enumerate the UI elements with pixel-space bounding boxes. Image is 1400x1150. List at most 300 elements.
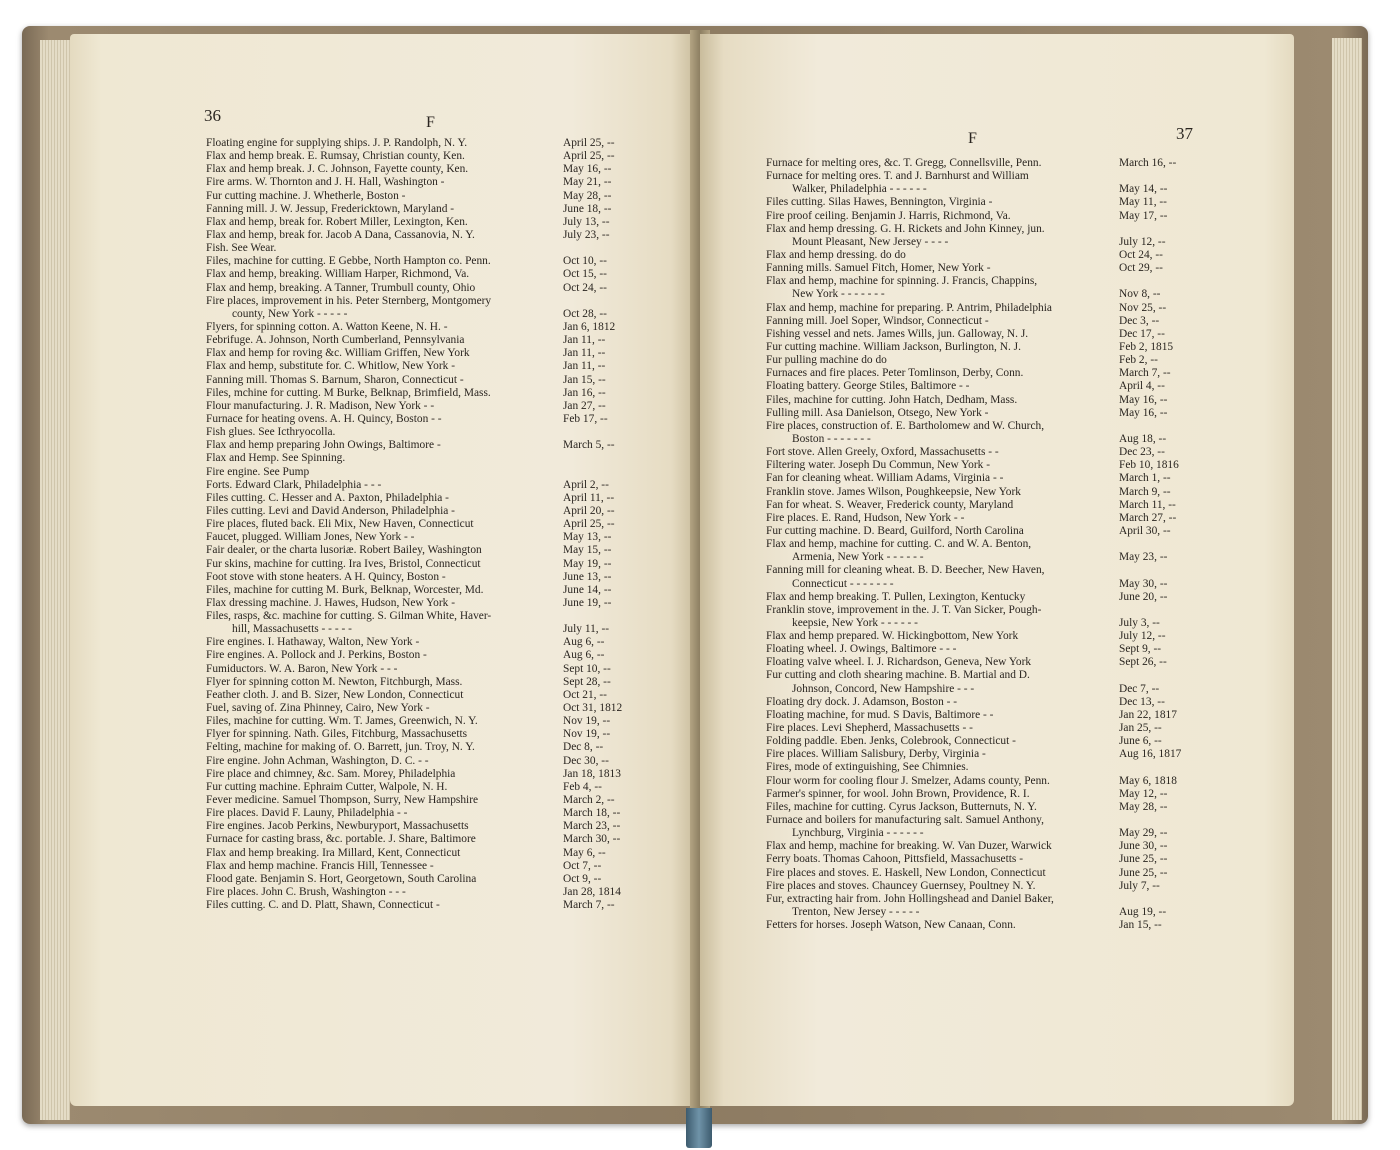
entry-text: Fire engine. John Achman, Washington, D. C. - - [206,754,429,767]
index-entry [766,341,1266,354]
entry-text: Flax and hemp preparing John Owings, Baltimore - [206,439,441,452]
entry-text: Flax and hemp, breaking. A Tanner, Trumbull county, Ohio [206,281,476,294]
entry-text: Fire places, improvement in his. Peter Sternberg, Montgomery [206,294,492,307]
index-entry [766,170,1266,183]
index-entry [206,649,686,662]
entry-text: Fur cutting machine. Ephraim Cutter, Walpole, N. H. [206,780,448,793]
entry-text: Flax and hemp break. E. Rumsay, Christian county, Ken. [206,150,465,163]
index-entry [766,919,1266,932]
entry-date: March 23, -- [563,820,621,833]
entry-date: Jan 15, -- [1119,919,1162,932]
entry-date: March 2, -- [563,794,615,807]
index-entry [206,873,686,886]
index-entry [766,591,1266,604]
index-entry [766,827,1266,840]
entry-text: Connecticut - - - - - - - [792,577,894,590]
index-entry [206,466,686,479]
entry-text: Files, mchine for cutting. M Burke, Belknap, Brimfield, Mass. [206,386,491,399]
page-edges-left [40,40,70,1120]
entry-date: Feb 2, 1815 [1119,340,1174,353]
entry-date: Jan 16, -- [563,386,606,399]
index-entry [766,551,1266,564]
entry-text: Fur, extracting hair from. John Hollingshead and Daniel Baker, [766,892,1054,905]
bookmark-ribbon [686,1108,712,1148]
index-entry [206,163,686,176]
index-entry [206,439,686,452]
entry-date: May 16, -- [1119,393,1168,406]
index-entry [766,183,1266,196]
entry-text: Flour manufacturing. J. R. Madison, New York - - [206,399,435,412]
entry-date: May 28, -- [563,189,612,202]
entry-text: Flax and hemp, machine for cutting. C. and W. A. Benton, [766,538,1032,551]
index-entry [766,630,1266,643]
entry-text: Fire places and stoves. E. Haskell, New London, Connecticut [766,866,1046,879]
index-entry [206,610,686,623]
entry-text: Flyer for spinning cotton M. Newton, Fitchburgh, Mass. [206,675,463,688]
entry-date: May 30, -- [1119,577,1168,590]
entry-text: Fire places. Levi Shepherd, Massachusetts - - [766,722,973,735]
entry-text: Flax and hemp, machine for preparing. P. Antrim, Philadelphia [766,301,1052,314]
entry-text: Boston - - - - - - - [792,432,871,445]
index-entry [206,518,686,531]
index-entry [766,748,1266,761]
right-page [700,34,1294,1106]
entry-date: March 11, -- [1119,498,1176,511]
entry-date: Aug 16, 1817 [1119,748,1182,761]
entry-text: Flax and hemp breaking. T. Pullen, Lexington, Kentucky [766,590,1026,603]
entry-date: Dec 30, -- [563,754,609,767]
index-entry [206,492,686,505]
entry-text: Fur pulling machine do do [766,354,887,367]
index-entry [766,643,1266,656]
entry-text: Febrifuge. A. Johnson, North Cumberland, Pennsylvania [206,334,465,347]
entry-list-left [206,137,686,912]
entry-text: Johnson, Concord, New Hampshire - - - [792,682,975,695]
entry-date: Jan 22, 1817 [1119,708,1177,721]
entry-text: Flax and hemp prepared. W. Hickingbottom, New York [766,630,1019,643]
entry-date: Sept 9, -- [1119,643,1162,656]
index-entry [206,505,686,518]
entry-text: Fuel, saving of. Zina Phinney, Cairo, New York - [206,702,430,715]
entry-date: July 11, -- [563,623,610,636]
entry-text: Furnaces and fire places. Peter Tomlinson, Derby, Conn. [766,367,1024,380]
index-entry [766,906,1266,919]
entry-text: Files cutting. Levi and David Anderson, Philadelphia - [206,504,455,517]
entry-text: Feather cloth. J. and B. Sizer, New London, Connecticut [206,688,464,701]
entry-date: Jan 11, -- [563,360,606,373]
entry-date: May 12, -- [1119,787,1168,800]
index-entry [766,617,1266,630]
index-entry [766,578,1266,591]
entry-date: Jan 28, 1814 [563,886,621,899]
entry-date: April 20, -- [563,504,615,517]
entry-text: hill, Massachusetts - - - - - [232,623,352,636]
entry-text: Fanning mill. J. W. Jessup, Fredericktown, Maryland - [206,202,455,215]
index-entry [766,433,1266,446]
entry-date: May 16, -- [1119,406,1168,419]
entry-text: Flax and hemp, machine for breaking. W. Van Duzer, Warwick [766,840,1052,853]
index-entry [206,150,686,163]
index-entry [206,636,686,649]
entry-text: Floating engine for supplying ships. J. P. Randolph, N. Y. [206,137,468,149]
index-entry [206,899,686,912]
entry-text: Files, machine for cutting M. Burk, Belknap, Worcester, Md. [206,583,484,596]
index-entry [766,604,1266,617]
entry-text: Fires, mode of extinguishing, See Chimnies. [766,761,969,774]
entry-date: Oct 24, -- [563,281,607,294]
index-entry [206,334,686,347]
entry-date: Oct 24, -- [1119,248,1163,261]
entry-text: Fire places. David F. Launy, Philadelphia - - [206,807,408,820]
entry-text: Trenton, New Jersey - - - - - [792,906,920,919]
entry-text: Walker, Philadelphia - - - - - - [792,183,927,196]
index-entry [766,459,1266,472]
index-entry [206,531,686,544]
index-entry [206,413,686,426]
index-entry [766,354,1266,367]
index-entry [206,387,686,400]
index-entry [206,558,686,571]
index-entry [766,775,1266,788]
entry-text: Fan for wheat. S. Weaver, Frederick county, Maryland [766,498,1014,511]
entry-text: Floating battery. George Stiles, Baltimore - - [766,380,970,393]
entry-date: March 7, -- [563,899,615,912]
page-number-left: 36 [204,106,221,125]
index-entry [766,893,1266,906]
index-entry [766,196,1266,209]
entry-date: June 25, -- [1119,853,1168,866]
index-entry [206,584,686,597]
entry-date: June 20, -- [1119,590,1168,603]
entry-date: Feb 2, -- [1119,354,1158,367]
index-entry [206,755,686,768]
index-entry [766,380,1266,393]
entry-date: Jan 25, -- [1119,722,1162,735]
entry-date: Jan 15, -- [563,373,606,386]
index-entry [206,374,686,387]
entry-text: Fire arms. W. Thornton and J. H. Hall, Washington - [206,176,445,189]
entry-date: Dec 13, -- [1119,695,1165,708]
index-entry [766,367,1266,380]
entry-date: April 11, -- [563,491,615,504]
index-entry [206,807,686,820]
entry-date: June 25, -- [1119,866,1168,879]
index-entry [766,288,1266,301]
entry-text: Fur cutting machine. William Jackson, Burlington, N. J. [766,340,1021,353]
index-entry [766,446,1266,459]
entry-text: Floating dry dock. J. Adamson, Boston - - [766,695,958,708]
index-entry [206,360,686,373]
entry-text: Flax and hemp, break for. Robert Miller, Lexington, Ken. [206,215,468,228]
page-number-right: 37 [1176,124,1193,143]
index-entry [766,683,1266,696]
index-entry [206,544,686,557]
index-entry [766,761,1266,774]
entry-date: Feb 4, -- [563,780,602,793]
entry-text: county, New York - - - - - [232,307,348,320]
entry-date: Oct 21, -- [563,688,607,701]
entry-text: Flour worm for cooling flour J. Smelzer, Adams county, Penn. [766,774,1050,787]
entry-text: Files, machine for cutting. Wm. T. James, Greenwich, N. Y. [206,715,478,728]
entry-text: Fanning mills. Samuel Fitch, Homer, New York - [766,262,991,275]
index-entry [766,407,1266,420]
entry-text: Folding paddle. Eben. Jenks, Colebrook, Connecticut - [766,735,1016,748]
entry-date: May 17, -- [1119,209,1168,222]
index-entry [206,768,686,781]
entry-text: Fish glues. See Icthryocolla. [206,426,336,439]
entry-text: Floating wheel. J. Owings, Baltimore - - - [766,643,957,656]
index-entry [206,597,686,610]
entry-text: keepsie, New York - - - - - - [792,616,918,629]
index-entry [766,486,1266,499]
entry-date: March 1, -- [1119,472,1171,485]
index-entry [766,223,1266,236]
entry-text: Fire places and stoves. Chauncey Guernsey, Poultney N. Y. [766,879,1036,892]
entry-date: July 3, -- [1119,616,1160,629]
entry-date: May 14, -- [1119,183,1168,196]
index-entry [206,190,686,203]
entry-date: June 13, -- [563,570,612,583]
entry-text: Floating machine, for mud. S Davis, Baltimore - - [766,708,994,721]
index-entry [206,702,686,715]
entry-text: Filtering water. Joseph Du Commun, New York - [766,459,991,472]
entry-text: Franklin stove, improvement in the. J. T. Van Sicker, Pough- [766,603,1042,616]
entry-text: Foot stove with stone heaters. A H. Quincy, Boston - [206,570,446,583]
index-entry [206,886,686,899]
index-entry [766,709,1266,722]
index-entry [206,268,686,281]
entry-text: Flax and hemp dressing. G. H. Rickets and John Kinney, jun. [766,222,1045,235]
index-entry [206,715,686,728]
index-entry [206,426,686,439]
entry-text: Flax and hemp dressing. do do [766,248,906,261]
entry-date: Oct 10, -- [563,255,607,268]
entry-date: May 29, -- [1119,827,1168,840]
entry-text: Flax and hemp machine. Francis Hill, Tennessee - [206,859,434,872]
entry-text: Files cutting. C. and D. Platt, Shawn, Connecticut - [206,899,440,912]
index-entry [766,275,1266,288]
entry-date: Aug 6, -- [563,649,605,662]
index-entry [206,176,686,189]
entry-text: Files cutting. C. Hesser and A. Paxton, Philadelphia - [206,491,449,504]
index-entry [766,472,1266,485]
entry-date: Nov 19, -- [563,728,611,741]
entry-date: June 6, -- [1119,735,1162,748]
index-entry [206,347,686,360]
index-entry [766,302,1266,315]
entry-text: Fire places. John C. Brush, Washington - - - [206,886,406,899]
index-entry [206,794,686,807]
entry-text: Lynchburg, Virginia - - - - - - [792,827,924,840]
index-entry [766,867,1266,880]
entry-date: May 28, -- [1119,800,1168,813]
entry-date: Sept 10, -- [563,662,611,675]
index-entry [206,663,686,676]
entry-date: Sept 28, -- [563,675,611,688]
entry-date: March 30, -- [563,833,621,846]
entry-text: Fort stove. Allen Greely, Oxford, Massachusetts - - [766,446,999,459]
entry-text: Flax and hemp, substitute for. C. Whitlow, New York - [206,360,456,373]
index-entry [766,499,1266,512]
index-entry [766,512,1266,525]
entry-text: Furnace for melting ores. T. and J. Barnhurst and William [766,170,1029,183]
entry-date: Oct 7, -- [563,859,602,872]
index-entry [766,315,1266,328]
entry-text: Fire engines. I. Hathaway, Walton, New York - [206,636,420,649]
entry-date: Jan 6, 1812 [563,320,616,333]
entry-text: Fish. See Wear. [206,242,277,255]
index-entry [206,308,686,321]
entry-text: Fur skins, machine for cutting. Ira Ives, Bristol, Connecticut [206,557,481,570]
entry-date: June 19, -- [563,596,612,609]
entry-date: Jan 11, -- [563,347,606,360]
index-entry [206,216,686,229]
entry-text: Furnace for melting ores, &c. T. Gregg, Connellsville, Penn. [766,157,1042,169]
entry-text: Fair dealer, or the charta lusoriæ. Robert Bailey, Washington [206,544,482,557]
index-entry [206,728,686,741]
entry-text: Mount Pleasant, New Jersey - - - - [792,235,949,248]
entry-text: Fire engine. See Pump [206,465,310,478]
entry-date: March 9, -- [1119,485,1171,498]
entry-text: Farmer's spinner, for wool. John Brown, Providence, R. I. [766,787,1030,800]
entry-text: Flax and hemp breaking. Ira Millard, Kent, Connecticut [206,846,461,859]
entry-date: Jan 18, 1813 [563,767,621,780]
entry-text: Furnace for heating ovens. A. H. Quincy, Boston - - [206,412,442,425]
entry-text: Fire place and chimney, &c. Sam. Morey, Philadelphia [206,767,456,780]
entry-text: Flax and Hemp. See Spinning. [206,452,346,465]
index-entry [206,282,686,295]
index-entry [766,262,1266,275]
entry-text: Flyers, for spinning cotton. A. Watton Keene, N. H. - [206,320,448,333]
index-entry [206,203,686,216]
entry-date: April 25, -- [563,150,615,163]
entry-date: Oct 9, -- [563,872,602,885]
entry-date: Feb 10, 1816 [1119,459,1179,472]
entry-text: Fever medicine. Samuel Thompson, Surry, New Hampshire [206,794,479,807]
index-entry [206,321,686,334]
index-entry [206,676,686,689]
entry-date: Feb 17, -- [563,412,608,425]
entry-date: Oct 15, -- [563,268,607,281]
index-entry [766,236,1266,249]
section-letter-left: F [426,114,435,131]
entry-text: Files, machine for cutting. Cyrus Jackson, Butternuts, N. Y. [766,800,1037,813]
index-entry [766,394,1266,407]
entry-text: Furnace for casting brass, &c. portable. J. Share, Baltimore [206,833,476,846]
index-entry [766,840,1266,853]
entry-text: Fanning mill. Joel Soper, Windsor, Connecticut - [766,314,989,327]
entry-text: Ferry boats. Thomas Cahoon, Pittsfield, Massachusetts - [766,853,1024,866]
entry-date: March 5, -- [563,439,615,452]
index-entry [766,788,1266,801]
entry-text: Fanning mill for cleaning wheat. B. D. Beecher, New Haven, [766,564,1045,577]
entry-date: Nov 25, -- [1119,301,1167,314]
index-entry [766,880,1266,893]
entry-text: Fire engines. A. Pollock and J. Perkins, Boston - [206,649,427,662]
index-entry [766,669,1266,682]
entry-text: Fishing vessel and nets. James Wills, jun. Galloway, N. J. [766,327,1029,340]
entry-date: July 23, -- [563,228,610,241]
entry-date: July 12, -- [1119,630,1166,643]
entry-date: May 6, -- [563,846,606,859]
entry-text: Fanning mill. Thomas S. Barnum, Sharon, Connecticut - [206,373,464,386]
entry-date: Dec 8, -- [563,741,604,754]
entry-date: July 12, -- [1119,235,1166,248]
entry-text: Files, rasps, &c. machine for cutting. S. Gilman White, Haver- [206,610,492,623]
index-entry [206,295,686,308]
index-entry [206,242,686,255]
entry-date: Jan 27, -- [563,399,606,412]
entry-text: Flax and hemp break. J. C. Johnson, Fayette county, Ken. [206,163,469,176]
entry-date: April 4, -- [1119,380,1165,393]
entry-text: Files, machine for cutting. E Gebbe, North Hampton co. Penn. [206,255,491,268]
entry-date: May 21, -- [563,176,612,189]
entry-text: Fire places. E. Rand, Hudson, New York - - [766,511,965,524]
entry-date: May 19, -- [563,557,612,570]
entry-date: Dec 3, -- [1119,314,1160,327]
entry-date: Dec 23, -- [1119,446,1165,459]
index-entry [206,741,686,754]
index-entry [766,525,1266,538]
entry-date: Dec 17, -- [1119,327,1165,340]
index-entry [206,689,686,702]
entry-date: March 27, -- [1119,511,1177,524]
entry-text: Fur cutting machine. D. Beard, Guilford, North Carolina [766,524,1024,537]
entry-date: March 16, -- [1119,157,1177,169]
entry-text: Flax and hemp, machine for spinning. J. Francis, Chappins, [766,275,1038,288]
entry-text: Fire places, construction of. E. Bartholomew and W. Church, [766,419,1045,432]
entry-date: Aug 19, -- [1119,906,1167,919]
entry-date: June 30, -- [1119,840,1168,853]
entry-list-right [766,157,1266,932]
entry-text: Fetters for horses. Joseph Watson, New Canaan, Conn. [766,919,1016,932]
index-entry [766,722,1266,735]
index-entry [766,157,1266,170]
entry-text: Fan for cleaning wheat. William Adams, Virginia - - [766,472,1004,485]
entry-date: April 30, -- [1119,524,1171,537]
entry-text: Felting, machine for making of. O. Barrett, jun. Troy, N. Y. [206,741,475,754]
entry-text: New York - - - - - - - [792,288,885,301]
entry-date: Oct 29, -- [1119,262,1163,275]
entry-date: July 13, -- [563,215,610,228]
entry-text: Flax and hemp, breaking. William Harper, Richmond, Va. [206,268,470,281]
entry-date: Jan 11, -- [563,334,606,347]
entry-date: Aug 18, -- [1119,432,1167,445]
entry-text: Flax and hemp for roving &c. William Griffen, New York [206,347,470,360]
entry-date: April 2, -- [563,478,609,491]
entry-date: May 23, -- [1119,551,1168,564]
index-entry [766,696,1266,709]
entry-text: Fire proof ceiling. Benjamin J. Harris, Richmond, Va. [766,209,1011,222]
entry-text: Files cutting. Silas Hawes, Bennington, Virginia - [766,196,993,209]
entry-date: Nov 19, -- [563,715,611,728]
index-entry [206,137,686,150]
index-entry [766,735,1266,748]
entry-date: April 25, -- [563,137,615,149]
index-entry [206,847,686,860]
entry-text: Fire places, fluted back. Eli Mix, New Haven, Connecticut [206,518,474,531]
entry-date: May 16, -- [563,163,612,176]
entry-text: Flax dressing machine. J. Hawes, Hudson, New York - [206,596,455,609]
entry-date: Oct 31, 1812 [563,702,623,715]
entry-text: Flyer for spinning. Nath. Giles, Fitchburg, Massachusetts [206,728,468,741]
entry-text: Flood gate. Benjamin S. Hort, Georgetown, South Carolina [206,872,477,885]
entry-date: May 13, -- [563,531,612,544]
index-entry [766,328,1266,341]
entry-text: Floating valve wheel. I. J. Richardson, Geneva, New York [766,656,1032,669]
entry-text: Forts. Edward Clark, Philadelphia - - - [206,478,382,491]
index-entry [766,656,1266,669]
